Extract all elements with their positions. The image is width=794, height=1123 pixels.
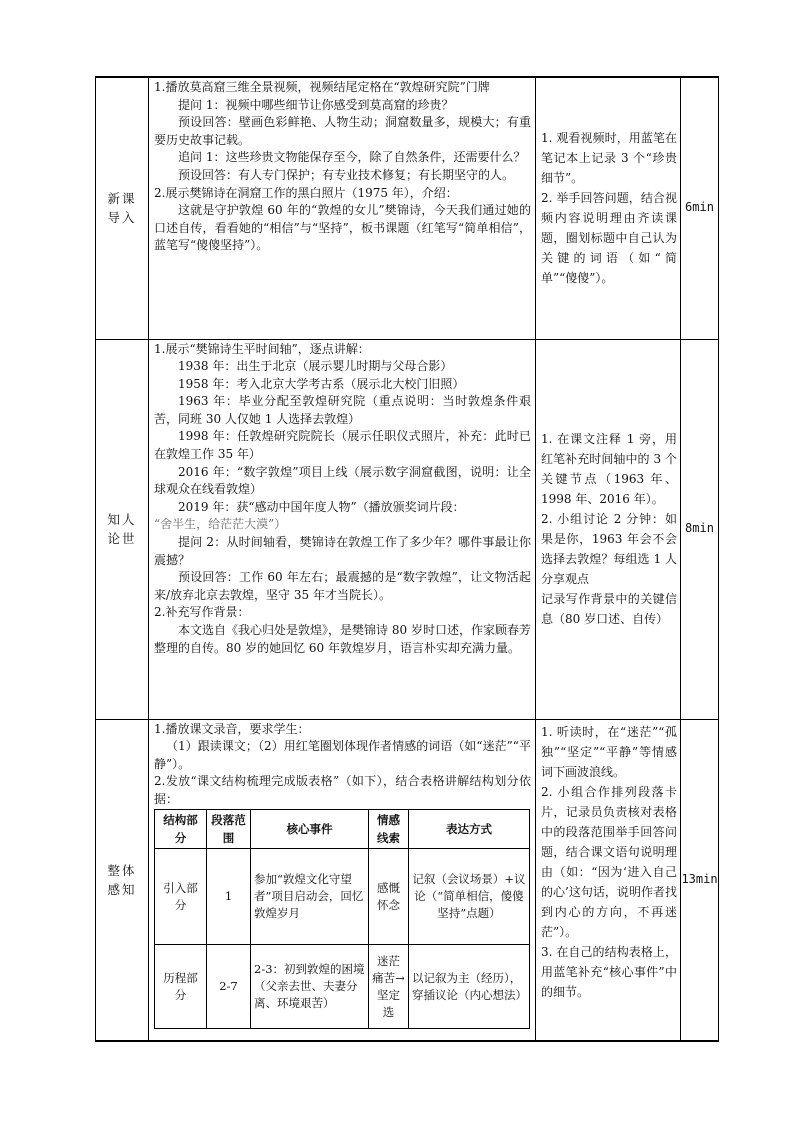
student-text: 记录写作背景中的关键信息（80 岁口述、自传） [541, 592, 677, 626]
stage-label: 感知 [107, 881, 137, 897]
teacher-text: 预设回答：工作 60 年左右；最震撼的是“数字敦煌”，让文物活起来/放弃北京去敦煌，坚守 35 年才当院长）。 [154, 570, 531, 602]
table-cell: 感慨怀念 [369, 849, 409, 945]
structure-table-row [155, 945, 530, 1029]
teacher-text: 2.补充写作背景： [154, 605, 250, 620]
student-text: 3. 在自己的结构表格上，用蓝笔补充“核心事件”中的细节。 [541, 944, 677, 999]
table-cell: 迷茫痛苦→坚定选 [369, 945, 409, 1029]
table-cell: 以记叙为主（经历），穿插议论（内心想法） [409, 945, 530, 1029]
table-cell: 1 [207, 849, 251, 945]
column-header: 表达方式 [409, 810, 530, 849]
table-row-overview [96, 719, 719, 1041]
teacher-text: （1）跟读课文；（2）用红笔圈划体现作者情感的词语（如“迷茫”“平静”）。 [154, 739, 531, 771]
student-activity-overview [536, 719, 681, 1041]
table-cell: 历程部分 [155, 945, 207, 1029]
time-cell-overview: 13min [681, 719, 719, 1041]
table-cell: 2-7 [207, 945, 251, 1029]
teacher-text: 本文选自《我心归处是敦煌》，是樊锦诗 80 岁时口述，作家顾春芳整理的自传。80 岁的她回忆 60 年敦煌岁月，语言朴实却充满力量。 [154, 623, 531, 655]
column-header: 情感线索 [369, 810, 409, 849]
teacher-text: 2.发放“课文结构梳理完成版表格”（如下），结合表格讲解结构划分依据： [154, 774, 531, 806]
student-text: 1. 在课文注释 1 旁，用红笔补充时间轴中的 3 个关键节点（1963 年、1998 年、2016 年）。 [541, 432, 677, 506]
stage-cell-intro [96, 77, 149, 339]
stage-cell-background [96, 339, 149, 719]
stage-label: 导入 [107, 210, 137, 226]
teacher-text: 2.展示樊锦诗在洞窟工作的黑白照片（1975 年），介绍： [154, 185, 458, 200]
student-activity-intro [536, 77, 681, 339]
student-text: 2. 小组合作排列段落卡片，记录员负责核对表格中的段落范围举手回答问题，结合课文语句说明理由（如：“因为‘进入自己的心’这句话，说明作者找到内心的方向，不再迷茫”）。 [541, 784, 677, 939]
teacher-activity-intro [149, 77, 536, 339]
table-row-background [96, 339, 719, 719]
timeline-item: 1998 年：任敦煌研究院院长（展示任职仪式照片，补充：此时已在敦煌工作 35 年） [154, 429, 531, 462]
table-cell: 参加“敦煌文化守望者”项目启动会，回忆敦煌岁月 [251, 849, 369, 945]
stage-label: 知人 [107, 512, 137, 527]
student-activity-background [536, 339, 681, 719]
student-text: 1. 听读时，在“迷茫”“孤独”“坚定”“平静”等情感词下画波浪线。 [541, 724, 677, 779]
structure-table [154, 809, 530, 1029]
structure-table-header [155, 810, 530, 849]
teacher-text: 追问 1：这些珍贵文物能保存至今，除了自然条件，还需要什么？ [178, 150, 526, 165]
teacher-text: 这就是守护敦煌 60 年的“敦煌的女儿”樊锦诗，今天我们通过她的口述自传，看看她的“相信”与“坚持”，板书课题（红笔写“简单相信”，蓝笔写“傻傻坚持”）。 [154, 203, 531, 253]
student-text: 2. 小组讨论 2 分钟：如果是你，1963 年会不会选择去敦煌？每组选 1 人分享观点 [541, 512, 677, 586]
table-cell: 记叙（会议场景）+议论（“简单相信，傻傻坚持”点题） [409, 849, 530, 945]
award-quote: “舍半生，给茫茫大漠”） [154, 517, 287, 532]
table-cell: 引入部分 [155, 849, 207, 945]
student-text: 1. 观看视频时，用蓝笔在笔记本上记录 3 个“珍贵细节”。 [541, 131, 677, 186]
stage-label: 论世 [107, 531, 137, 546]
stage-label: 新课 [107, 191, 137, 207]
teacher-text: 预设回答：有人专门保护；有专业技术修复；有长期坚守的人。 [178, 167, 515, 182]
teacher-text: 1.展示“樊锦诗生平时间轴”，逐点讲解： [154, 341, 370, 356]
time-cell-background: 8min [681, 339, 719, 719]
teacher-text: 1.播放课文录音，要求学生： [154, 721, 310, 736]
time-cell-intro: 6min [681, 77, 719, 339]
timeline-item: 1963 年：毕业分配至敦煌研究院（重点说明：当时敦煌条件艰苦，同班 30 人仅她 1 人选择去敦煌） [154, 394, 531, 426]
table-cell: 2-3：初到敦煌的困境（父亲去世、夫妻分离、环境艰苦） [251, 945, 369, 1029]
teacher-activity-background [149, 339, 536, 719]
column-header: 段落范围 [207, 810, 251, 849]
stage-label: 整体 [107, 862, 137, 878]
teacher-text: 预设回答：壁画色彩鲜艳、人物生动；洞窟数量多，规模大；有重要历史故事记载。 [154, 115, 531, 147]
column-header: 核心事件 [251, 810, 369, 849]
lesson-plan-table [95, 76, 719, 1042]
teacher-activity-overview [149, 719, 536, 1041]
table-row-intro [96, 77, 719, 339]
stage-cell-overview [96, 719, 149, 1041]
timeline-item: 1938 年：出生于北京（展示婴儿时期与父母合影） [178, 359, 453, 374]
column-header: 结构部分 [155, 810, 207, 849]
timeline-item: 1958 年：考入北京大学考古系（展示北大校门旧照） [178, 376, 465, 391]
teacher-text: 1.播放莫高窟三维全景视频，视频结尾定格在“敦煌研究院”门牌 [154, 80, 490, 94]
timeline-item: 2019 年：获“感动中国年度人物”（播放颁奖词片段： [178, 499, 465, 514]
teacher-text: 提问 2：从时间轴看，樊锦诗在敦煌工作了多少年？哪件事最让你震撼？ [154, 535, 531, 567]
teacher-text: 提问 1：视频中哪些细节让你感受到莫高窟的珍贵？ [178, 97, 454, 112]
student-text: 2. 举手回答问题，结合视频内容说明理由齐读课题，圈划标题中自己认为关键的词语（如“简单”“傻傻”）。 [541, 191, 677, 286]
structure-table-row [155, 849, 530, 945]
timeline-item: 2016 年：“数字敦煌”项目上线（展示数字洞窟截图，说明：让全球观众在线看敦煌） [154, 464, 531, 497]
